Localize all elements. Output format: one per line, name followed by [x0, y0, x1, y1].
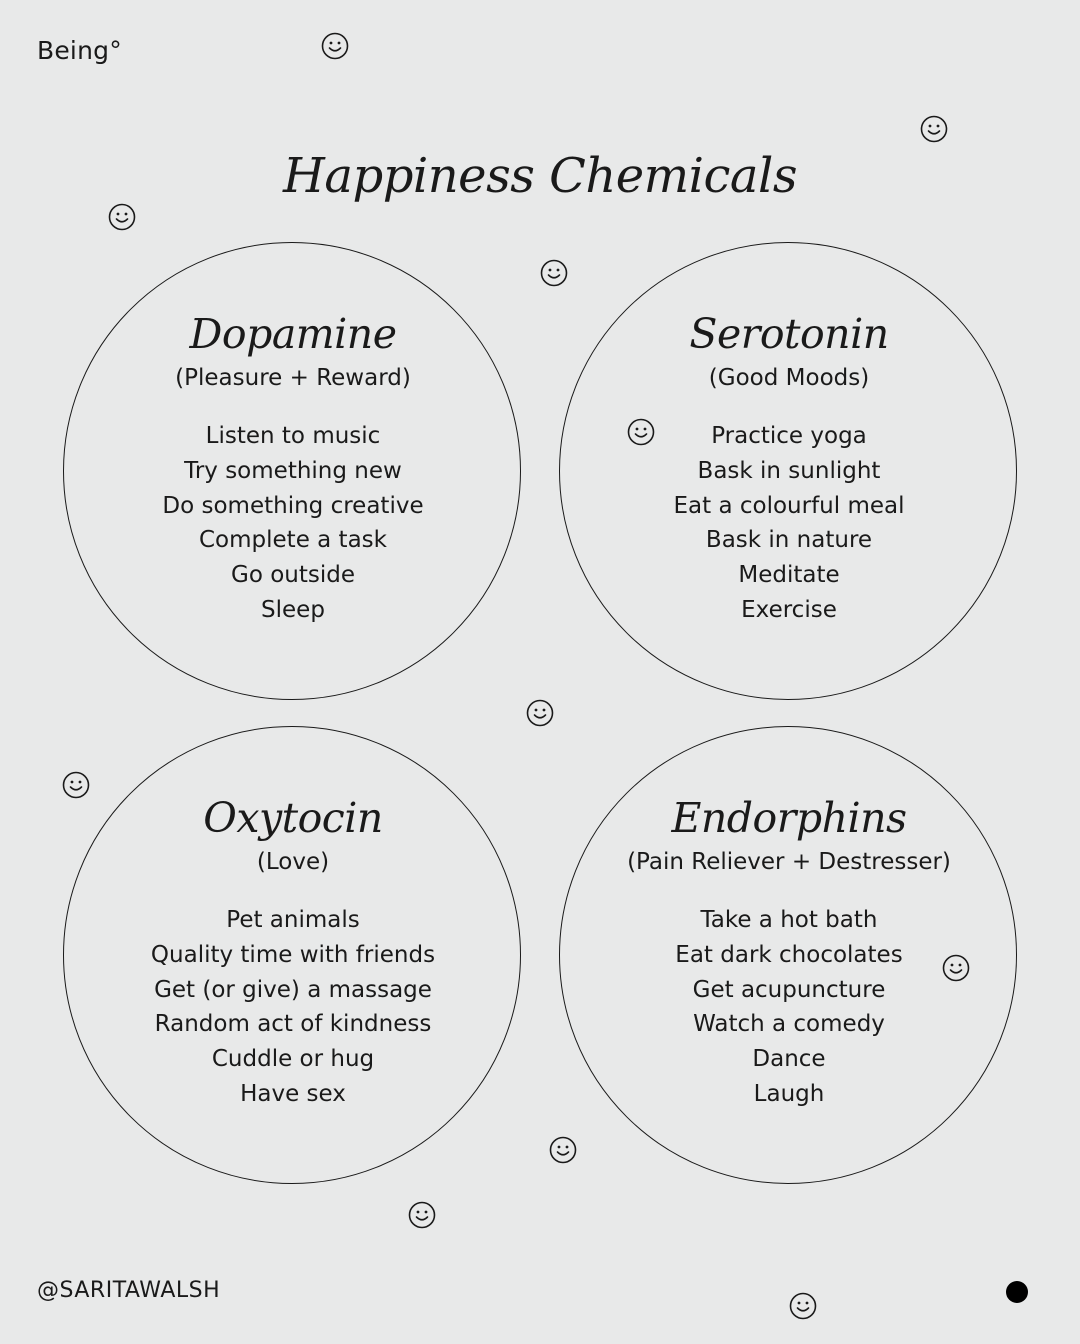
list-item: Go outside — [231, 562, 355, 589]
page-title: Happiness Chemicals — [282, 148, 798, 204]
author-handle: @SARITAWALSH — [37, 1278, 221, 1303]
list-item: Complete a task — [199, 527, 387, 554]
list-item: Exercise — [741, 596, 837, 623]
list-item: Get acupuncture — [692, 976, 886, 1003]
circle-title: Endorphins — [671, 794, 907, 842]
activity-list — [560, 903, 1018, 1112]
activity-list — [64, 903, 522, 1112]
serotonin-circle — [559, 242, 1017, 700]
list-item: Try something new — [184, 457, 402, 484]
list-item: Do something creative — [162, 492, 424, 519]
list-item: Watch a comedy — [693, 1011, 885, 1038]
smiley-face-icon — [408, 1201, 436, 1229]
list-item: Eat dark chocolates — [675, 941, 903, 968]
smiley-face-icon — [540, 259, 568, 287]
list-item: Laugh — [753, 1080, 825, 1107]
list-item: Meditate — [738, 562, 840, 589]
smiley-face-icon — [789, 1292, 817, 1320]
smiley-face-icon — [321, 32, 349, 60]
list-item: Have sex — [240, 1080, 346, 1107]
circle-title: Oxytocin — [203, 794, 383, 842]
smiley-face-icon — [108, 203, 136, 231]
list-item: Listen to music — [205, 423, 381, 449]
oxytocin-circle — [63, 726, 521, 1184]
smiley-face-icon — [549, 1136, 577, 1164]
list-item: Take a hot bath — [700, 907, 878, 933]
list-item: Quality time with friends — [150, 941, 436, 968]
circle-subtitle: (Good Moods) — [708, 365, 870, 391]
circle-title: Serotonin — [689, 310, 889, 358]
list-item: Pet animals — [226, 907, 360, 933]
activity-list — [64, 419, 522, 628]
smiley-face-icon — [942, 954, 970, 982]
circle-subtitle: (Love) — [256, 849, 330, 875]
circle-subtitle: (Pleasure + Reward) — [175, 365, 411, 391]
brand-logo: Being° — [37, 36, 122, 65]
smiley-face-icon — [627, 418, 655, 446]
smiley-face-icon — [526, 699, 554, 727]
circle-subtitle: (Pain Reliever + Destresser) — [627, 849, 951, 875]
smiley-face-icon — [920, 115, 948, 143]
circle-title: Dopamine — [189, 310, 397, 358]
list-item: Bask in sunlight — [697, 457, 881, 484]
list-item: Random act of kindness — [154, 1011, 432, 1038]
dopamine-circle — [63, 242, 521, 700]
list-item: Eat a colourful meal — [673, 492, 905, 519]
list-item: Cuddle or hug — [211, 1046, 375, 1073]
list-item: Sleep — [261, 596, 325, 623]
activity-list — [560, 419, 1018, 628]
list-item: Bask in nature — [705, 527, 873, 554]
smiley-face-icon — [62, 771, 90, 799]
list-item: Dance — [752, 1046, 826, 1073]
list-item: Practice yoga — [711, 423, 867, 449]
list-item: Get (or give) a massage — [154, 976, 432, 1003]
black-dot — [1006, 1281, 1028, 1303]
